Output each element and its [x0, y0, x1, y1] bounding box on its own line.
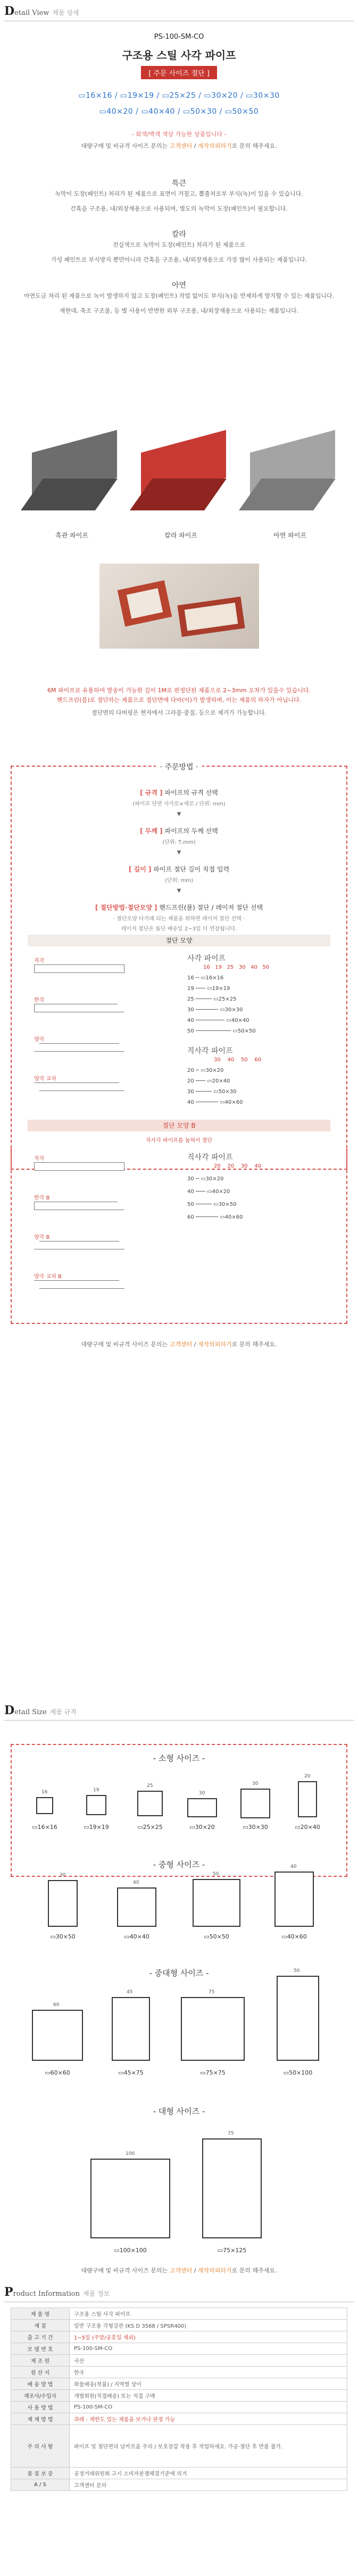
shape-label: 양각: [34, 1037, 45, 1043]
info-key: 제 조 원: [11, 2355, 70, 2367]
info-key: 제조사/수입사: [11, 2390, 70, 2402]
size-dim: 16: [41, 1790, 48, 1795]
size-square: [277, 1976, 319, 2061]
large-size-title: - 대형 사이즈 -: [153, 2107, 205, 2116]
detail-view-header: [4, 4, 354, 21]
size-list-2: ▭40×20 / ▭40×40 / ▭50×30 / ▭50×50: [99, 107, 259, 116]
table-header-cell: 30: [238, 964, 246, 970]
size-caption: ▭60×60: [45, 2069, 70, 2076]
shape-square-cut: [34, 964, 124, 973]
order-method-box-lower: [11, 1148, 347, 1324]
pipe-image-black: [21, 420, 122, 539]
table-row: 16 ─ ▭16×16: [187, 975, 224, 981]
size-square: [187, 1798, 217, 1817]
size-caption: ▭25×25: [137, 1824, 163, 1831]
order-inquiry: [0, 1340, 358, 1348]
size-caption: ▭75×125: [217, 2247, 247, 2254]
rect-table-header: [214, 1057, 261, 1063]
size-caption: ▭30×30: [243, 1824, 268, 1831]
intro-text-end: 로 문의 해주세요.: [231, 142, 277, 149]
product-info-header: [4, 2285, 354, 2302]
customer-center-link[interactable]: 고객센터: [169, 2267, 193, 2274]
table-row: 50 ───── ▭30×50: [187, 1202, 237, 1207]
info-value: 1~5일 (주말/공휴일 제외): [70, 2331, 347, 2343]
table-row: [11, 2390, 347, 2402]
info-key: 제 재 방 법: [11, 2413, 70, 2425]
table-row: 30 ─────── ▭30×30: [187, 1007, 243, 1013]
detail-size-header: [4, 1704, 354, 1721]
shape-label: 한각: [34, 997, 45, 1003]
down-arrow-icon: ▼: [177, 811, 181, 817]
pipe-label: 아연 파이프: [273, 532, 306, 539]
size-dim: 75: [228, 2131, 234, 2136]
size-caption: ▭40×60: [281, 1933, 307, 1940]
table-header-cell: 19: [215, 964, 222, 970]
detail-size-title: etail Size: [14, 1708, 47, 1716]
shape-label: 직각: [34, 1156, 45, 1162]
detail-view-initial: D: [4, 4, 15, 18]
customer-center-link[interactable]: 고객센터: [169, 1341, 193, 1348]
product-info-kor: 제품 정보: [82, 2290, 110, 2297]
info-key: 주 의 사 항: [11, 2425, 70, 2468]
feature-line: 재현대, 축조 구조물, 등 별 사용이 반면한 외부 구조용, 내/외장재용으로 사용되는 제품입니다.: [59, 307, 299, 314]
inquiry-sep: /: [192, 1341, 198, 1348]
inquiry-text-end: 로 문의 해주세요.: [231, 1341, 277, 1348]
step-sub: (파이프 단면 사가로×세로 / 단위: mm): [132, 801, 226, 807]
size-square: [193, 1879, 240, 1927]
size-square: [32, 2010, 83, 2061]
table-header-cell: 25: [227, 964, 234, 970]
inquiry-text-end: 로 문의 해주세요.: [231, 2267, 277, 2274]
feature-title-color: 칼라: [171, 230, 187, 239]
size-caption: ▭50×50: [204, 1933, 229, 1940]
table-header-cell: 30: [214, 1057, 221, 1063]
size-caption: ▭50×100: [283, 2069, 313, 2076]
shape-label: 직각: [34, 958, 45, 964]
info-value: 구조용 스틸 사각 파이프: [70, 2308, 347, 2320]
pipe-label: 흑관 파이프: [55, 532, 88, 539]
order-step-length: [12, 865, 346, 884]
product-info-table: [11, 2308, 347, 2491]
size-caption: ▭19×19: [84, 1824, 109, 1831]
order-method-title: [12, 761, 346, 772]
size-square: [48, 1880, 78, 1927]
step-sub: (단위: T,mm): [162, 840, 196, 845]
shape-label: 양각 교차 B: [34, 1274, 62, 1280]
product-info-initial: P: [4, 2285, 13, 2299]
model-number: PS-100-SM-CO: [154, 33, 204, 41]
custom-order-link[interactable]: 재작의뢰하기: [197, 2267, 232, 2274]
info-value: PS-100-SM-CO: [70, 2343, 347, 2355]
table-row: 30 ─ ▭30×20: [187, 1176, 224, 1182]
info-key: 모 델 번 호: [11, 2343, 70, 2355]
step-label: [ 길이 ]: [128, 866, 152, 873]
cut-shape-band: 절단 모양: [28, 935, 330, 946]
product-info-title: roduct Information: [13, 2290, 80, 2298]
info-value: 화물배송(착불) / 지역별 상이: [70, 2378, 347, 2390]
info-value: 국산: [70, 2355, 347, 2367]
size-square: [240, 1789, 270, 1818]
size-dim: 45: [127, 1990, 133, 1995]
product-title: 구조용 스틸 사각 파이프: [122, 49, 236, 62]
square-pipe-table-title: 사각 파이프: [187, 954, 226, 963]
mid-size-title: - 중형 사이즈 -: [153, 1860, 205, 1869]
feature-line: 가성 페인트로 부식방지 뿐만아니라 간혹을 구조용, 내/외장재용으로 가장 많이 사용되는 제품입니다.: [51, 256, 307, 263]
size-caption: ▭100×100: [114, 2247, 147, 2254]
table-header-cell: 30: [240, 1163, 248, 1169]
shape-label: 양각 교차: [34, 1076, 56, 1082]
table-header-cell: 50: [240, 1057, 248, 1063]
size-caption: ▭20×40: [295, 1824, 320, 1831]
table-row: 40 ─── ▭40×20: [187, 1189, 230, 1195]
table-row: 60 ─────── ▭40×60: [187, 1214, 243, 1220]
color-note: - 회색/백색 색상 가능한 상품입니다 -: [131, 131, 227, 138]
small-size-box: [11, 1744, 347, 1877]
size-square: [86, 1795, 106, 1815]
table-row: [11, 2468, 347, 2479]
size-square: [137, 1791, 163, 1816]
shape-b-single-angle: [34, 1202, 124, 1210]
feature-line: 간혹을 구조용, 내/외장재용으로 사용되며, 별도의 녹막이 도장(페인트)이 필요합니다.: [70, 205, 288, 212]
order-method-title-text: · 주문방법 ·: [156, 763, 203, 771]
feature-title-black: 특큰: [171, 179, 187, 188]
info-key: 배 송 방 법: [11, 2378, 70, 2390]
table-row: 40 ─────── ▭40×60: [187, 1100, 243, 1105]
order-step-cut: [12, 903, 346, 932]
size-caption: ▭45×75: [118, 2069, 144, 2076]
down-arrow-icon: ▼: [177, 888, 181, 894]
table-row: [11, 2413, 347, 2425]
cut-note-1: 6M 파이프로 유통하여 발송이 가능한 길이 1M로 판정단된 제품으로 2~3mm 오차가 있을수 있습니다.: [47, 687, 311, 694]
info-value: 고객센터 문의: [70, 2479, 347, 2491]
step-sub: · 절단모양 다가래 되는 제품을 위하면 레이저 절단 선택 ·: [113, 916, 245, 922]
cut-note-2: 핸드프린(플)로 절단하는 제품으로 절단면에 다마(이)가 발생하며, 이는 제품의 하자가 아닙니다.: [56, 697, 302, 703]
table-header-cell: 16: [203, 964, 210, 970]
down-arrow-icon: ▼: [177, 850, 181, 855]
pipe-images: [21, 420, 340, 548]
customer-center-link[interactable]: 고객센터: [169, 142, 193, 149]
table-row: [11, 2343, 347, 2355]
table-row: 19 ─── ▭19×19: [187, 986, 230, 992]
shape-b-double-angle: [34, 1241, 124, 1249]
shape-cross-angle: [34, 1083, 124, 1091]
table-row: 20 ─── ▭20×40: [187, 1078, 230, 1084]
table-row: [11, 2425, 347, 2468]
intro-inquiry: [0, 140, 358, 152]
feature-title-zinc: 아연: [171, 281, 187, 290]
size-square: [36, 1797, 53, 1814]
info-value: 개별회원(직접배송) 또는 직접 구매: [70, 2390, 347, 2402]
table-row: [11, 2378, 347, 2390]
detail-view-kor: 제품 상세: [52, 9, 79, 16]
info-value: 과례 - 제한도 있는 제품을 보거나 판정 가능: [70, 2413, 347, 2425]
info-value: 일반 구조용 각형강관 (KS D 3568 / SPSR400): [70, 2320, 347, 2331]
pipe-label: 칼라 파이프: [164, 532, 197, 539]
detail-view-title: etail View: [14, 9, 49, 17]
size-dim: 25: [147, 1783, 153, 1789]
size-dim: 100: [126, 2151, 135, 2157]
info-key: 제 품 명: [11, 2308, 70, 2320]
size-dim: 30: [199, 1791, 205, 1796]
order-step-thickness: [12, 826, 346, 845]
info-key: 품 질 보 증: [11, 2468, 70, 2479]
table-row: 25 ───── ▭25×25: [187, 996, 237, 1002]
shape-double-angle: [34, 1043, 124, 1052]
size-list-1: ▭16×16 / ▭19×19 / ▭25×25 / ▭30×20 / ▭30×30: [78, 91, 280, 100]
info-value: PS-100-SM-CO: [70, 2402, 347, 2413]
table-header-cell: 40: [251, 964, 257, 970]
info-key: 원 산 지: [11, 2367, 70, 2378]
size-dim: 30: [60, 1873, 66, 1878]
shape-label: 양각 B: [34, 1235, 50, 1240]
info-value: 공정거래위원회 고시 소비자분쟁해결기준에 의거: [70, 2468, 347, 2479]
table-header-cell: 20: [214, 1163, 221, 1169]
table-row: [11, 2402, 347, 2413]
small-size-title: - 소형 사이즈 -: [153, 1753, 205, 1763]
size-square: [117, 1887, 156, 1927]
intro-text: 대량구매 및 비규격 사이즈 문의는: [81, 142, 170, 149]
size-square: [90, 2159, 170, 2238]
info-key: 출 고 기 간: [11, 2331, 70, 2343]
rect-b-table-header: [214, 1163, 261, 1169]
table-row: 30 ───── ▭50×30: [187, 1089, 237, 1095]
midlarge-size-title: - 중대형 사이즈 -: [149, 1968, 209, 1978]
shape-b-square-cut: [34, 1162, 124, 1171]
size-dim: 20: [304, 1774, 311, 1779]
table-row: [11, 2308, 347, 2320]
shape-b-cross-angle: [34, 1280, 124, 1289]
table-row: [11, 2355, 347, 2367]
table-row: [11, 2367, 347, 2378]
table-header-cell: 20: [227, 1163, 235, 1169]
custom-order-link[interactable]: 재작의뢰하기: [197, 142, 232, 149]
size-caption: ▭30×20: [189, 1824, 215, 1831]
step-sub: (단위: mm): [164, 878, 194, 884]
size-caption: ▭30×50: [50, 1933, 76, 1940]
size-dim: 30: [252, 1781, 259, 1786]
pipe-image-color: [130, 420, 231, 539]
cut-shape-b-sub: 직사각 파이프를 눕혀서 절단: [145, 1138, 213, 1144]
info-value: 한국: [70, 2367, 347, 2378]
size-square: [112, 1997, 150, 2061]
inquiry-sep: /: [192, 2267, 198, 2274]
detail-size-kor: 제품 규격: [49, 1708, 77, 1716]
table-header-cell: 40: [254, 1163, 262, 1169]
shape-single-angle: [34, 1004, 124, 1012]
rect-pipe-b-table-title: 직사각 파이프: [187, 1153, 233, 1162]
step-text: 핸드프린(플) 절단 / 레이저 절단 선택: [157, 904, 263, 911]
step-sub: 레이저 절단은 돌단 배송일 2~3일 더 연장됩니다.: [121, 926, 237, 932]
info-key: 재 질: [11, 2320, 70, 2331]
info-value: 파이프 및 절단면의 날카로움 주의 / 보호장갑 착용 후 작업하세요. 가공·절단 후 반품 불가.: [70, 2425, 347, 2468]
order-step-spec: [12, 788, 346, 807]
size-badge-label: [ 주문 사이즈 절단 ]: [141, 66, 217, 79]
table-row: 40 ───────── ▭40×40: [187, 1018, 249, 1023]
size-square: [202, 2138, 262, 2238]
size-dim: 50: [213, 1872, 219, 1877]
cut-shape-b-band: 절단 모양 B: [28, 1120, 330, 1131]
size-square: [181, 1997, 245, 2061]
step-text: 파이프의 두께 선택: [162, 827, 218, 835]
table-row: [11, 2331, 347, 2343]
intro-sep: /: [192, 142, 198, 149]
feature-line: 녹막이 도장(페인트) 처리가 된 제품으로 표면이 거칠고, 뽑출처로부 부식(녹)이 있을 수 있습니다.: [55, 190, 303, 197]
size-square: [274, 1872, 314, 1927]
rect-pipe-table-title: 직사각 파이프: [187, 1047, 233, 1055]
size-dim: 60: [53, 2002, 60, 2008]
size-inquiry: [0, 2266, 358, 2275]
size-caption: ▭40×40: [124, 1933, 149, 1940]
size-caption: ▭75×75: [200, 2069, 226, 2076]
step-text: 파이프의 규격 선택: [162, 789, 218, 796]
table-header-cell: 40: [227, 1057, 235, 1063]
square-table-header: [203, 964, 269, 970]
size-dim: 50: [294, 1968, 300, 1974]
step-label: [ 절단방법·절단모양 ]: [95, 904, 157, 911]
inquiry-text: 대량구매 및 비규격 사이즈 문의는: [81, 1341, 170, 1348]
feature-line: 아연도금 처리 된 제품으로 녹이 발생하지 않고 도장(페인트) 작업 없이도 부식(녹)을 반제하게 방지할 수 있는 제품입니다.: [23, 292, 335, 299]
pipe-image-zinc: [239, 420, 340, 539]
step-label: [ 두께 ]: [140, 827, 163, 835]
step-text: 파이프 절단 길이 직접 입력: [151, 866, 230, 873]
size-dim: 75: [209, 1990, 215, 1995]
info-key: A / S: [11, 2479, 70, 2491]
table-row: 50 ─────────── ▭50×50: [187, 1028, 256, 1034]
inquiry-text: 대량구매 및 비규격 사이즈 문의는: [81, 2267, 170, 2274]
table-header-cell: 50: [262, 964, 270, 970]
table-row: [11, 2479, 347, 2491]
info-key: 사 용 방 법: [11, 2402, 70, 2413]
pipe-cross-section-photo: [99, 564, 259, 649]
cut-note-3: 절단면의 다버링은 현자에서 그라블·줄질, 등으로 제거가 가능합니다.: [91, 709, 267, 716]
size-dim: 19: [93, 1788, 99, 1793]
shape-label: 한각 B: [34, 1195, 50, 1201]
step-label: [ 규격 ]: [140, 789, 163, 796]
feature-line: 전실색으로 녹막이 도장(페인트) 처리가 된 제품으로: [112, 241, 246, 248]
order-method-box: [11, 763, 347, 1170]
size-square: [298, 1781, 317, 1817]
table-row: [11, 2320, 347, 2331]
table-row: 20 ─ ▭30×20: [187, 1068, 224, 1073]
size-dim: 40: [133, 1880, 139, 1885]
detail-size-initial: D: [4, 1704, 15, 1717]
size-badge: [0, 66, 358, 79]
custom-order-link[interactable]: 재작의뢰하기: [197, 1341, 232, 1348]
size-dim: 40: [290, 1864, 297, 1869]
size-caption: ▭16×16: [32, 1824, 57, 1831]
table-header-cell: 60: [254, 1057, 262, 1063]
